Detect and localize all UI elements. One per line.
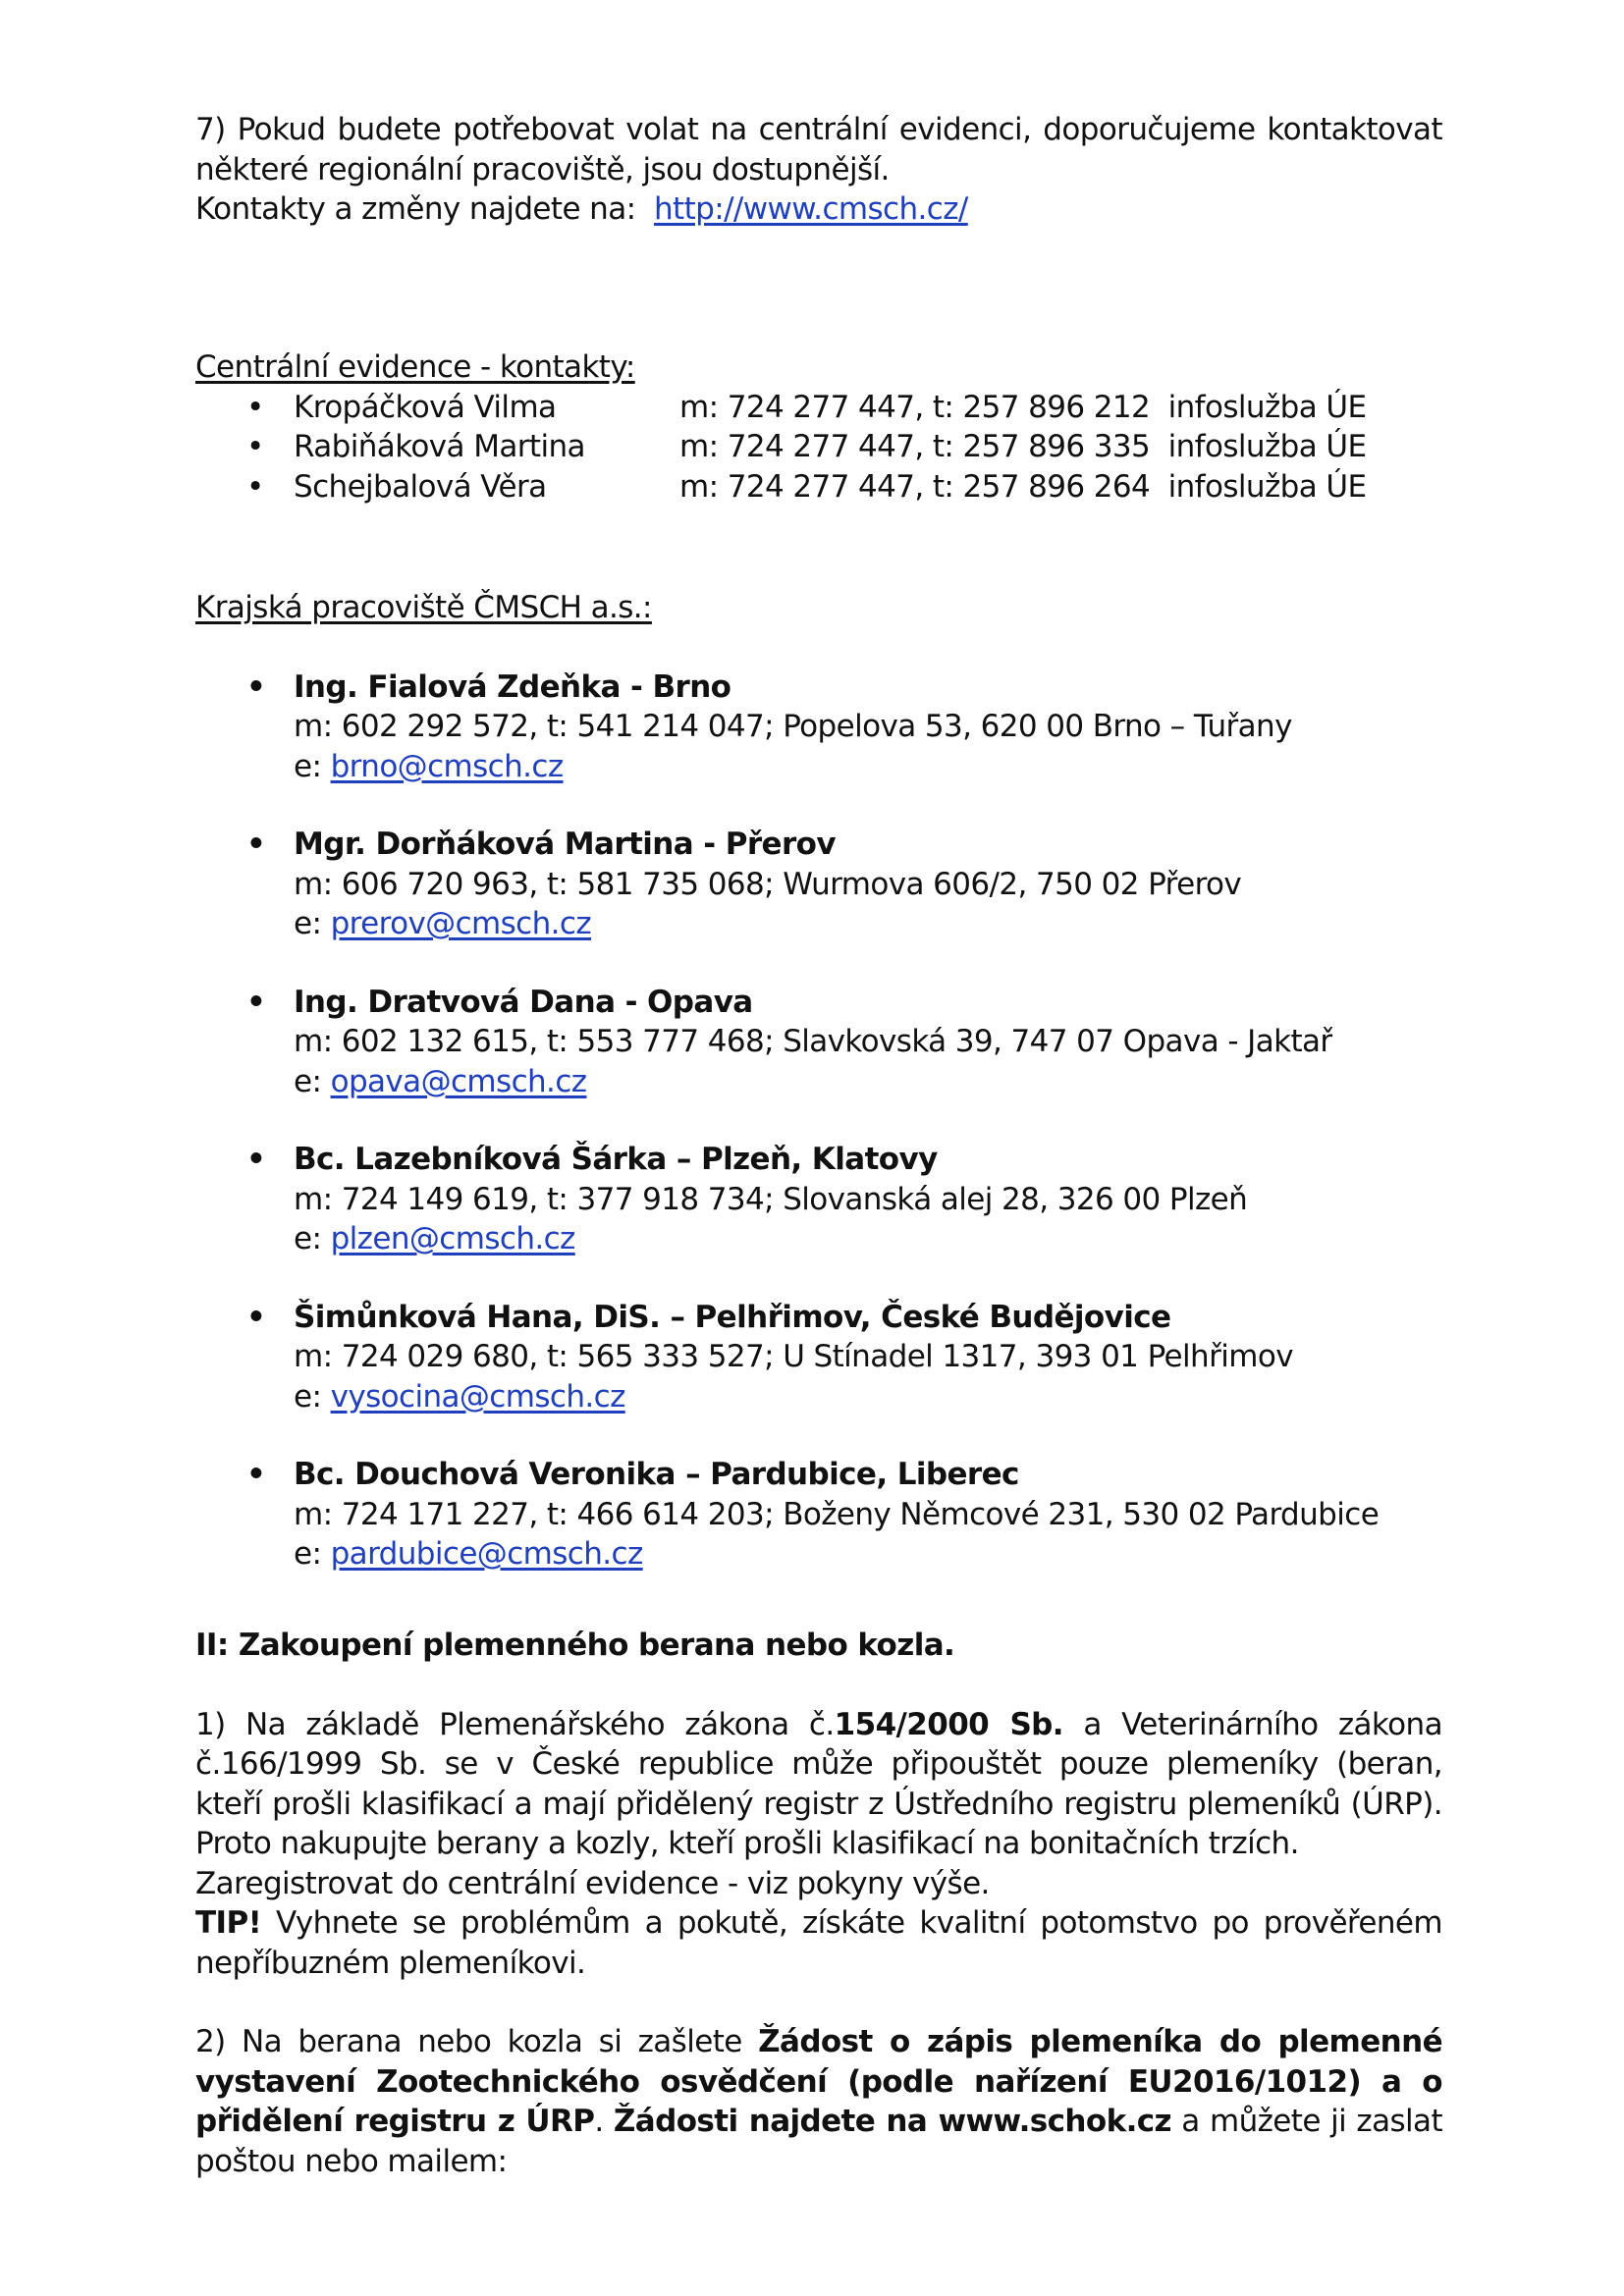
intro-paragraph [195, 110, 1442, 230]
intro-line-2: některé regionální pracoviště, jsou dostupnější. [195, 151, 890, 187]
contact-phones: m: 724 277 447, t: 257 896 335 [679, 429, 1151, 464]
central-evidence-heading: Centrální evidence - kontakty: [195, 349, 635, 385]
section-two-paragraph-1 [195, 1705, 1442, 1984]
paragraph-line: č.166/1999 Sb. se v České republice může připouštět pouze plemeníky (beran, [195, 1746, 1442, 1782]
office-email-line [195, 1377, 1442, 1417]
office-email-link[interactable]: brno@cmsch.cz [330, 748, 564, 784]
office-email-link[interactable]: prerov@cmsch.cz [330, 906, 592, 941]
paragraph-line [195, 2102, 1442, 2142]
email-label: e: [294, 1221, 322, 1256]
law-number: 154/2000 Sb. [834, 1706, 1063, 1742]
contact-role: infoslužba ÚE [1167, 429, 1367, 464]
office-details: m: 606 720 963, t: 581 735 068; Wurmova 606/2, 750 02 Přerov [294, 866, 1242, 902]
office-contact-name: • Šimůnková Hana, DiS. – Pelhřimov, České Budějovice [195, 1298, 1442, 1338]
text-run: 2) Na berana nebo kozla si zašlete [195, 2024, 759, 2059]
office-email-link[interactable]: vysocina@cmsch.cz [330, 1378, 625, 1415]
contact-role: infoslužba ÚE [1167, 389, 1367, 425]
email-label: e: [294, 1378, 322, 1415]
paragraph-line [195, 1903, 1442, 1944]
office-email-line [195, 1534, 1442, 1575]
text-run: Vyhnete se problémům a pokutě, získáte kvalitní potomstvo po prověřeném [261, 1905, 1442, 1941]
central-evidence-section [195, 347, 1442, 507]
regional-office [195, 667, 1442, 787]
text-run: 1) Na základě Plemenářského zákona č. [195, 1706, 835, 1742]
office-email-line [195, 1219, 1442, 1259]
central-contact-item [195, 467, 1442, 507]
text-run: a Veterinárního zákona [1062, 1706, 1442, 1742]
office-email-line [195, 1062, 1442, 1102]
paragraph-line: poštou nebo mailem: [195, 2143, 508, 2179]
email-label: e: [294, 906, 322, 941]
central-contact-item [195, 388, 1442, 428]
regional-office [195, 983, 1442, 1102]
contact-phones: m: 724 277 447, t: 257 896 264 [679, 468, 1151, 505]
office-email-line [195, 747, 1442, 787]
office-contact-name: • Bc. Lazebníková Šárka – Plzeň, Klatovy [195, 1140, 1442, 1180]
paragraph-line [195, 1705, 1442, 1745]
bold-run: Žádost o zápis plemeníka do plemenné [758, 2024, 1442, 2059]
regional-office [195, 1455, 1442, 1575]
contact-role: infoslužba ÚE [1167, 468, 1367, 505]
bold-run: přidělení registru z ÚRP [195, 2104, 595, 2139]
contact-name: Kropáčková Vilma [294, 389, 557, 425]
tip-label: TIP! [195, 1905, 262, 1941]
regional-office [195, 1298, 1442, 1417]
central-contact-item [195, 427, 1442, 467]
office-contact-name: • Ing. Fialová Zdeňka - Brno [195, 667, 1442, 708]
paragraph-line [195, 2022, 1442, 2062]
email-label: e: [294, 748, 322, 784]
office-contact-name: • Ing. Dratvová Dana - Opava [195, 983, 1442, 1023]
intro-links-line [195, 189, 1442, 230]
contact-name: Rabiňáková Martina [294, 429, 585, 464]
office-details: m: 602 292 572, t: 541 214 047; Popelova 53, 620 00 Brno – Tuřany [294, 709, 1292, 744]
regional-offices-heading: Krajská pracoviště ČMSCH a.s.: [195, 590, 652, 625]
links-label: Kontakty a změny najdete na: [195, 191, 636, 227]
contact-name: Schejbalová Věra [294, 468, 547, 505]
email-label: e: [294, 1063, 322, 1099]
section-two [195, 1626, 1442, 2181]
office-contact-name: • Bc. Douchová Veronika – Pardubice, Liberec [195, 1455, 1442, 1495]
intro-line-1: 7) Pokud budete potřebovat volat na centrální evidenci, doporučujeme kontaktovat [195, 112, 1442, 147]
paragraph-line: Zaregistrovat do centrální evidence - viz pokyny výše. [195, 1865, 990, 1901]
regional-office [195, 1140, 1442, 1259]
office-email-link[interactable]: plzen@cmsch.cz [330, 1221, 575, 1256]
regional-office [195, 825, 1442, 944]
office-details: m: 724 029 680, t: 565 333 527; U Stínadel 1317, 393 01 Pelhřimov [294, 1339, 1293, 1374]
paragraph-line: kteří prošli klasifikací a mají přidělený registr z Ústředního registru plemeníků (ÚRP). [195, 1786, 1442, 1822]
text-run: . [594, 2104, 614, 2139]
contact-phones: m: 724 277 447, t: 257 896 212 [679, 389, 1151, 425]
office-details: m: 724 149 619, t: 377 918 734; Slovanská alej 28, 326 00 Plzeň [294, 1181, 1248, 1217]
paragraph-line: nepříbuzném plemeníkovi. [195, 1945, 586, 1981]
text-run: a můžete ji zaslat [1170, 2104, 1442, 2139]
paragraph-line: vystavení Zootechnického osvědčení (podle nařízení EU2016/1012) a o [195, 2063, 1442, 2100]
office-email-line [195, 904, 1442, 944]
section-two-paragraph-2 [195, 2022, 1442, 2181]
office-email-link[interactable]: pardubice@cmsch.cz [330, 1536, 643, 1572]
bold-run: Žádosti najdete na www.schok.cz [613, 2104, 1171, 2139]
office-contact-name: • Mgr. Dorňáková Martina - Přerov [195, 825, 1442, 865]
office-email-link[interactable]: opava@cmsch.cz [330, 1063, 587, 1099]
central-contact-list [195, 388, 1442, 507]
section-two-heading: II: Zakoupení plemenného berana nebo kozla. [195, 1628, 955, 1663]
email-label: e: [294, 1536, 322, 1572]
paragraph-line: Proto nakupujte berany a kozly, kteří prošli klasifikací na bonitačních trzích. [195, 1826, 1299, 1861]
office-details: m: 724 171 227, t: 466 614 203; Boženy Němcové 231, 530 02 Pardubice [294, 1496, 1380, 1532]
cmsch-website-link[interactable]: http://www.cmsch.cz/ [654, 191, 968, 227]
regional-offices-section [195, 588, 1442, 1613]
office-details: m: 602 132 615, t: 553 777 468; Slavkovská 39, 747 07 Opava - Jaktař [294, 1024, 1332, 1059]
